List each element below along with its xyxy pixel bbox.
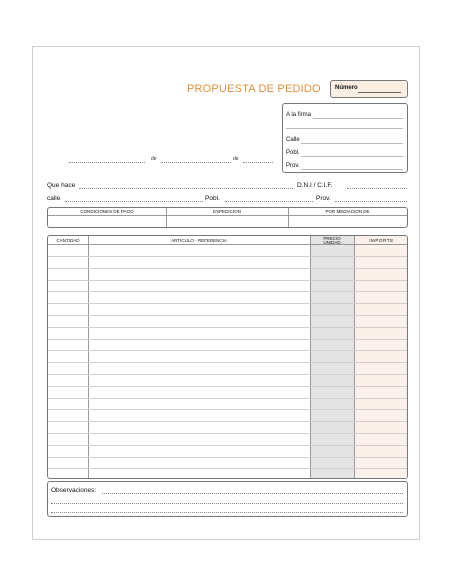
que-hace-label: Que hace (47, 182, 76, 189)
precio-column-shade (310, 236, 354, 478)
numero-line (358, 92, 401, 93)
que-hace-line[interactable] (79, 188, 293, 189)
table-row[interactable] (48, 468, 407, 469)
calle-label: Calle (286, 137, 300, 143)
table-row[interactable] (48, 386, 407, 387)
firma-extra-line (286, 128, 403, 129)
pobl-label: Pobl. (286, 150, 300, 156)
date-de-2: de (233, 156, 239, 162)
importe-header: IMPORTE (354, 236, 408, 245)
table-row[interactable] (48, 339, 407, 340)
date-year-line[interactable] (243, 162, 273, 163)
table-row[interactable] (48, 374, 407, 375)
table-row[interactable] (48, 421, 407, 422)
table-row[interactable] (48, 362, 407, 363)
expedicion-header: EXPEDICION (166, 209, 288, 216)
table-row[interactable] (48, 409, 407, 410)
terms-box (47, 207, 408, 228)
articulo-header: ARTICULO - REFERENCIA (88, 236, 310, 245)
table-row[interactable] (48, 398, 407, 399)
prov-line (301, 169, 403, 170)
order-form-sheet (32, 46, 420, 540)
observaciones-box[interactable] (47, 481, 408, 517)
calle-field-label: calle (47, 195, 61, 202)
table-row[interactable] (48, 350, 407, 351)
dni-line[interactable] (347, 188, 407, 189)
calle-line (301, 143, 403, 144)
prov-field-line[interactable] (335, 201, 407, 202)
pobl-field-label: Pobl. (205, 195, 220, 202)
observaciones-label: Observaciones: (51, 487, 97, 494)
table-row[interactable] (48, 303, 407, 304)
importe-column-shade (354, 236, 408, 478)
table-row[interactable] (48, 256, 407, 257)
a-la-firma-line (313, 118, 403, 119)
table-row[interactable] (48, 433, 407, 434)
table-row[interactable] (48, 315, 407, 316)
condiciones-header: CONDICIONES DE PAGO (48, 209, 166, 216)
table-row[interactable] (48, 327, 407, 328)
mediacion-header: POR MEDIACION DE (288, 209, 407, 216)
prov-field-label: Prov. (316, 195, 331, 202)
items-table (47, 235, 408, 479)
address-box[interactable] (282, 103, 408, 173)
precio-header-line2: UNIDAD (323, 240, 341, 245)
column-divider (310, 236, 311, 478)
prov-label: Prov. (286, 163, 300, 169)
table-row[interactable] (48, 457, 407, 458)
column-divider (354, 236, 355, 478)
numero-label: Número (335, 85, 358, 91)
date-day-line[interactable] (69, 162, 145, 163)
pobl-field-line[interactable] (225, 201, 313, 202)
terms-divider-2 (288, 208, 289, 227)
calle-field-line[interactable] (65, 201, 203, 202)
date-month-line[interactable] (161, 162, 231, 163)
date-de-1: de (151, 156, 157, 162)
precio-header-line1: PRECIO (323, 236, 341, 241)
observaciones-line[interactable] (102, 493, 403, 494)
column-divider (88, 236, 89, 478)
cantidad-header: CANTIDAD (48, 236, 88, 245)
table-row[interactable] (48, 268, 407, 269)
a-la-firma-label: A la firma (286, 112, 312, 118)
table-row[interactable] (48, 280, 407, 281)
precio-header (310, 236, 354, 245)
observaciones-line[interactable] (51, 503, 403, 504)
table-row[interactable] (48, 445, 407, 446)
numero-box[interactable] (330, 80, 408, 98)
pobl-line (301, 156, 403, 157)
table-row[interactable] (48, 291, 407, 292)
observaciones-line[interactable] (51, 512, 403, 513)
form-title: PROPUESTA DE PEDIDO (187, 83, 321, 95)
terms-divider-1 (166, 208, 167, 227)
dni-label: D.N.I / C.I.F. (297, 182, 333, 189)
